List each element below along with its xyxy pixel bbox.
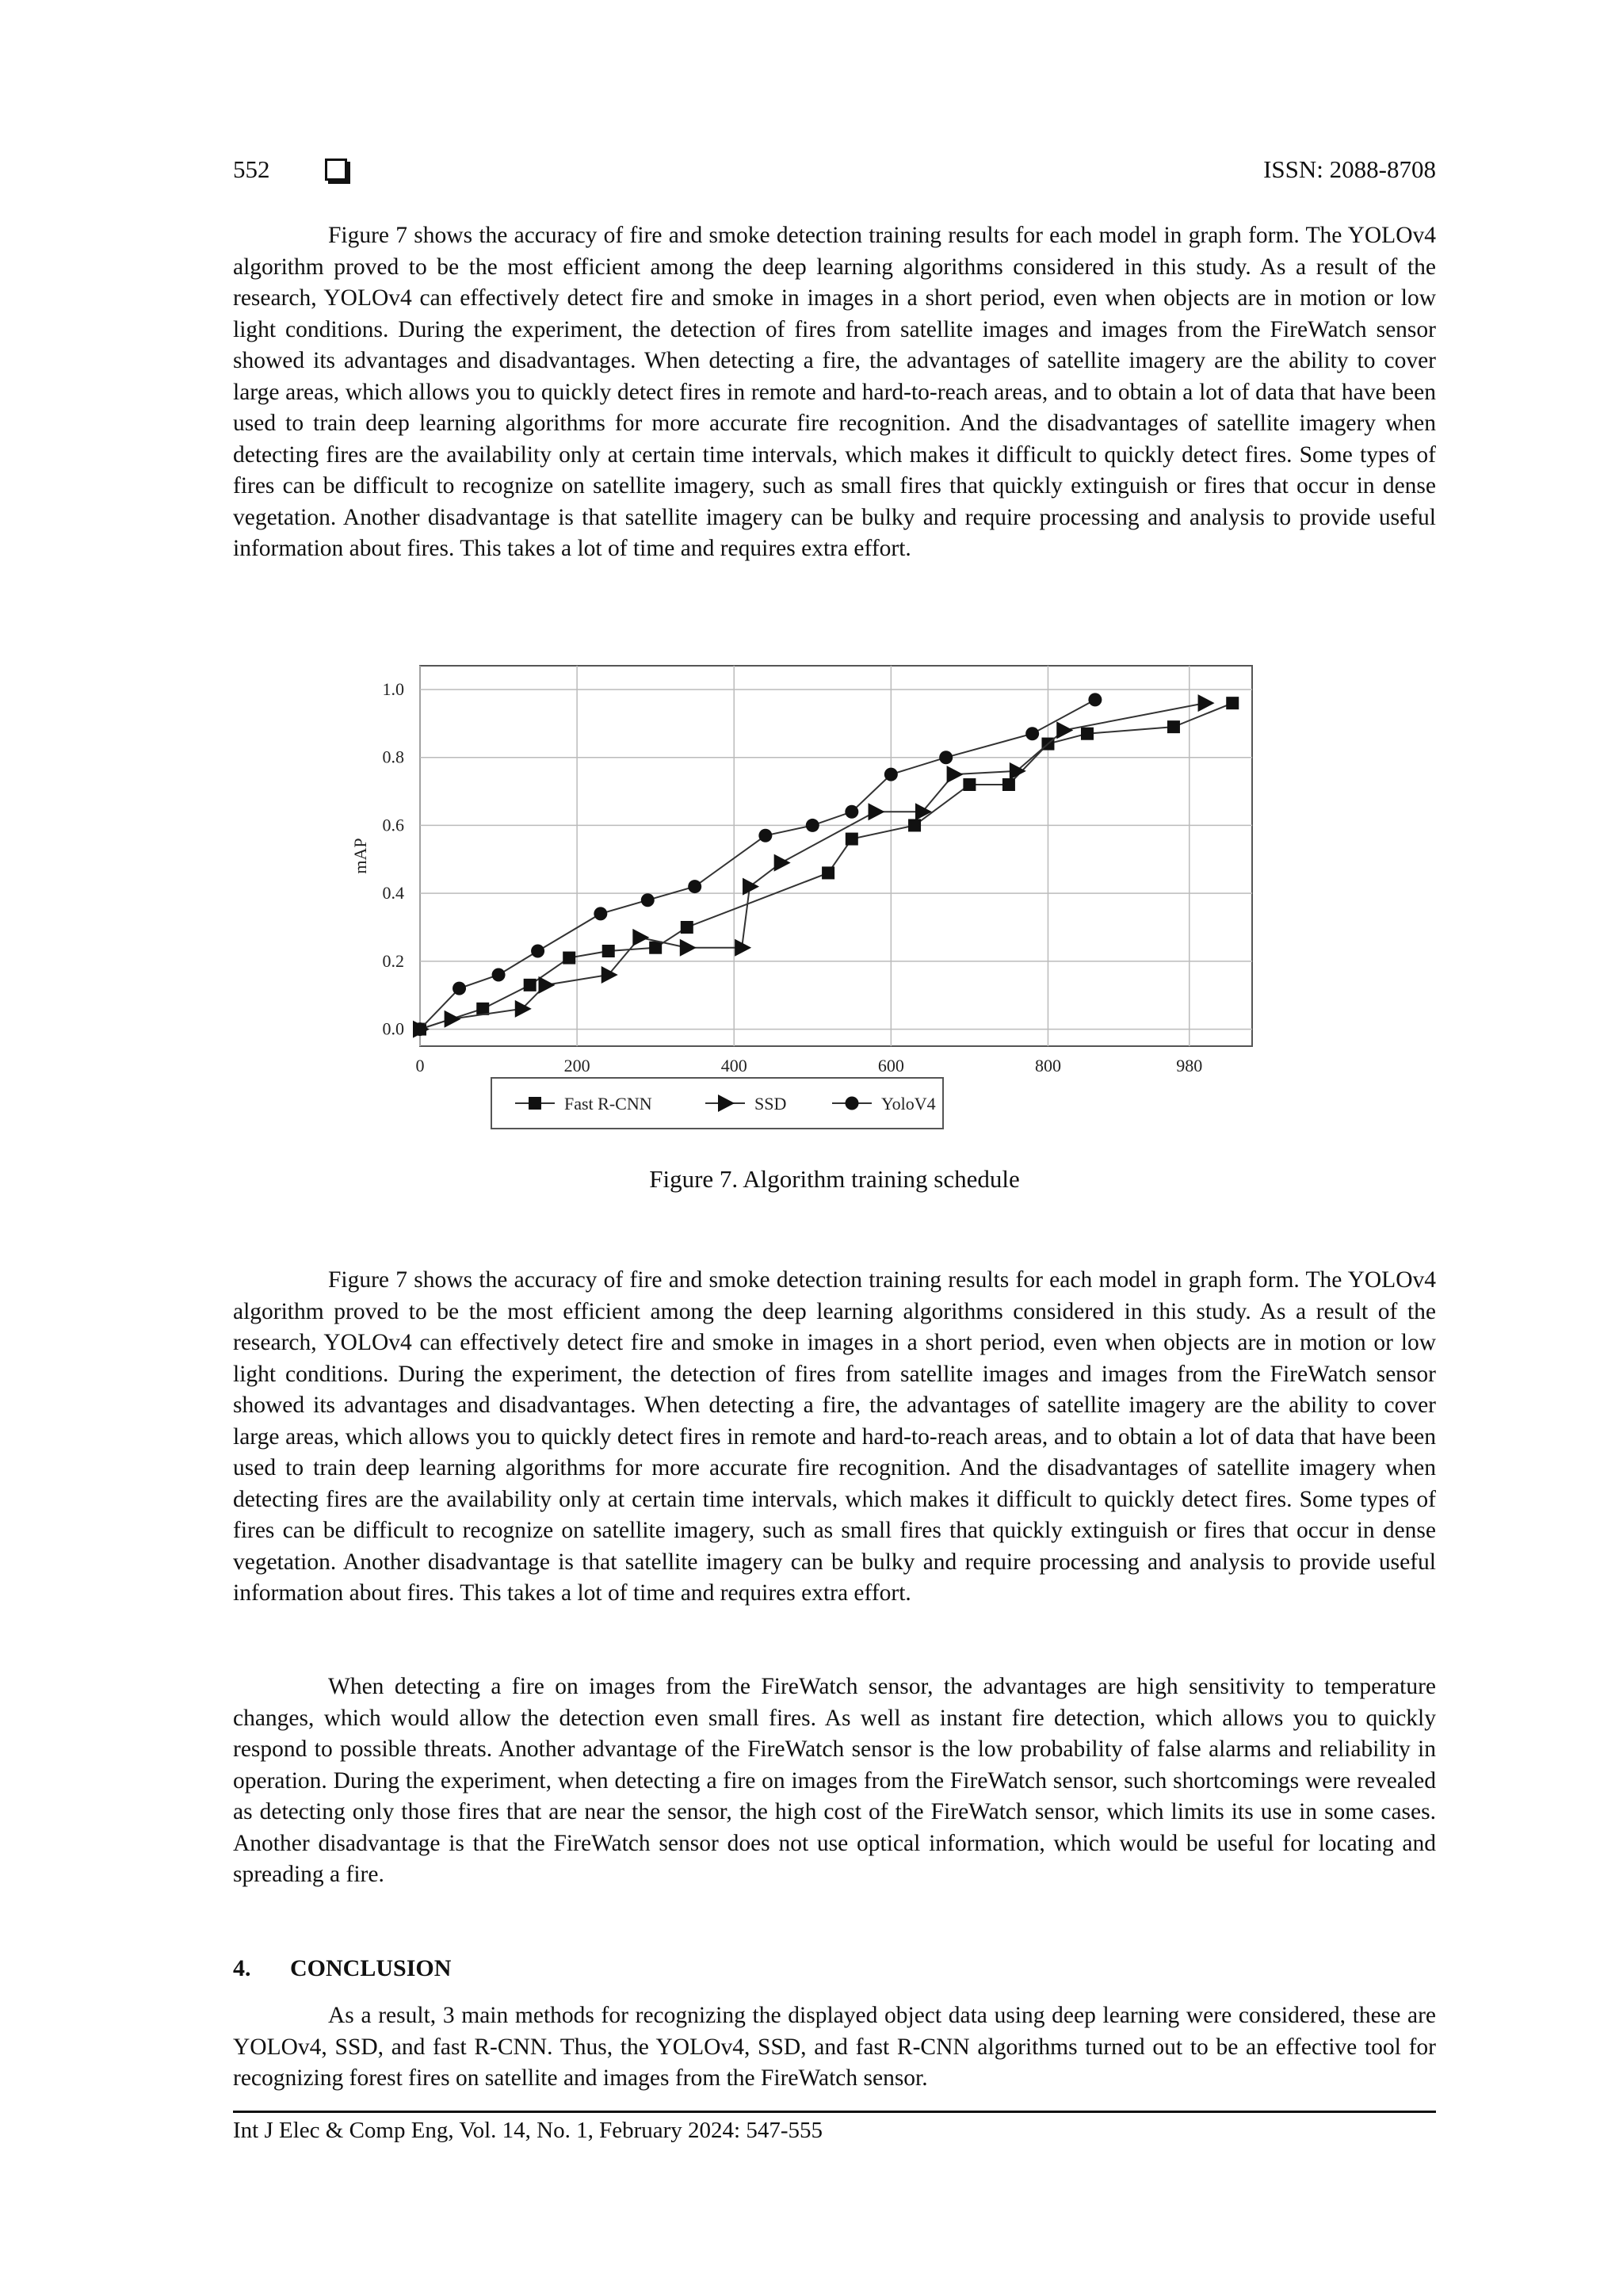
section-number: 4. (233, 1955, 251, 1981)
x-tick-label: 600 (877, 1056, 904, 1075)
data-point-fast-r-cnn (563, 952, 575, 965)
data-point-yolov4 (594, 907, 607, 920)
square-bullet-icon (325, 159, 347, 181)
data-point-yolov4 (492, 968, 506, 982)
page-header (233, 155, 1436, 190)
data-point-yolov4 (939, 751, 953, 764)
body-paragraph-2: Figure 7 shows the accuracy of fire and smoke detection training results for each model in graph form. The YOLOv4 algorithm proved to be the most efficient among the deep learning algorithms considered in this study. As a result of the research, YOLOv4 can effectively detect fire and smoke in images in a short period, even when objects are in motion or low light conditions. During the experiment, the detection of fires from satellite images and images from the FireWatch sensor showed its advantages and disadvantages. When detecting a fire, the advantages of satellite imagery are the ability to cover large areas, which allows you to quickly detect fires in remote and hard-to-reach areas, and to obtain a lot of data that have been used to train deep learning algorithms for more accurate fire recognition. And the disadvantages of satellite imagery when detecting fires are the availability only at certain time intervals, which makes it difficult to quickly detect fires. Some types of fires can be difficult to recognize on satellite imagery, such as small fires that quickly extinguish or fires that occur in dense vegetation. Another disadvantage is that satellite imagery can be bulky and require processing and analysis to provide useful information about fires. This takes a lot of time and requires extra effort. (233, 1267, 1436, 1606)
training-chart (349, 650, 1300, 1141)
x-tick-label: 0 (415, 1056, 425, 1075)
data-point-fast-r-cnn (1002, 778, 1015, 791)
data-point-yolov4 (531, 945, 544, 958)
y-tick-label: 1.0 (382, 679, 404, 699)
issn-label: ISSN: 2088-8708 (1263, 155, 1436, 183)
section-heading (233, 1955, 451, 1982)
data-point-fast-r-cnn (908, 819, 921, 831)
data-point-yolov4 (806, 819, 819, 832)
data-point-yolov4 (758, 829, 772, 842)
y-tick-label: 0.4 (382, 883, 404, 904)
y-tick-label: 0.6 (382, 815, 404, 835)
legend-marker-yolov4 (846, 1097, 859, 1110)
footer-rule (233, 2111, 1436, 2113)
data-point-fast-r-cnn (524, 979, 537, 991)
y-tick-label: 0.0 (382, 1018, 404, 1039)
data-point-fast-r-cnn (822, 866, 834, 879)
data-point-yolov4 (688, 880, 701, 893)
data-point-yolov4 (1025, 727, 1039, 740)
data-point-fast-r-cnn (846, 833, 858, 846)
y-axis-label: mAP (350, 838, 370, 874)
data-point-yolov4 (1088, 693, 1102, 706)
section-title: CONCLUSION (290, 1955, 452, 1981)
figure-caption: Figure 7. Algorithm training schedule (649, 1165, 1020, 1193)
y-tick-label: 0.2 (382, 950, 404, 971)
data-point-yolov4 (414, 1022, 427, 1036)
page-number: 552 (233, 155, 270, 183)
data-point-fast-r-cnn (649, 942, 662, 954)
data-point-fast-r-cnn (1167, 720, 1180, 733)
legend-label-fast-r-cnn: Fast R-CNN (564, 1094, 652, 1114)
data-point-fast-r-cnn (602, 945, 615, 957)
data-point-yolov4 (453, 982, 466, 995)
legend-marker-fast-r-cnn (529, 1097, 541, 1110)
legend-label-ssd: SSD (754, 1094, 787, 1114)
legend-label-yolov4: YoloV4 (881, 1094, 936, 1114)
data-point-fast-r-cnn (1081, 728, 1094, 740)
y-tick-label: 0.8 (382, 747, 404, 767)
x-tick-label: 400 (720, 1056, 747, 1075)
footer-citation: Int J Elec & Comp Eng, Vol. 14, No. 1, February 2024: 547-555 (233, 2118, 823, 2143)
data-point-fast-r-cnn (1226, 697, 1239, 709)
conclusion-paragraph: As a result, 3 main methods for recognizing the displayed object data using deep learning were considered, these are YOLOv4, SSD, and fast R-CNN. Thus, the YOLOv4, SSD, and fast R-CNN algorithms turned out to be an effective tool for recognizing forest fires on satellite and images from the FireWatch sensor. (233, 2003, 1436, 2091)
x-tick-label: 980 (1176, 1056, 1203, 1075)
data-point-yolov4 (641, 893, 655, 907)
data-point-yolov4 (884, 768, 898, 781)
data-point-fast-r-cnn (681, 921, 693, 934)
body-paragraph-1: Figure 7 shows the accuracy of fire and smoke detection training results for each model in graph form. The YOLOv4 algorithm proved to be the most efficient among the deep learning algorithms considered in this study. As a result of the research, YOLOv4 can effectively detect fire and smoke in images in a short period, even when objects are in motion or low light conditions. During the experiment, the detection of fires from satellite images and images from the FireWatch sensor showed its advantages and disadvantages. When detecting a fire, the advantages of satellite imagery are the ability to cover large areas, which allows you to quickly detect fires in remote and hard-to-reach areas, and to obtain a lot of data that have been used to train deep learning algorithms for more accurate fire recognition. And the disadvantages of satellite imagery when detecting fires are the availability only at certain time intervals, which makes it difficult to quickly detect fires. Some types of fires can be difficult to recognize on satellite imagery, such as small fires that quickly extinguish or fires that occur in dense vegetation. Another disadvantage is that satellite imagery can be bulky and require processing and analysis to provide useful information about fires. This takes a lot of time and requires extra effort. (233, 223, 1436, 561)
data-point-yolov4 (845, 805, 858, 819)
body-paragraph-3: When detecting a fire on images from the FireWatch sensor, the advantages are high sensitivity to temperature changes, which would allow the detection even small fires. As well as instant fire detection, which allows you to quickly respond to possible threats. Another advantage of the FireWatch sensor is the low probability of false alarms and reliability in operation. During the experiment, when detecting a fire on images from the FireWatch sensor, such shortcomings were revealed as detecting only those fires that are near the sensor, the high cost of the FireWatch sensor, which limits its use in some cases. Another disadvantage is that the FireWatch sensor does not use optical information, which would be useful for locating and spreading a fire. (233, 1674, 1436, 1887)
x-tick-label: 200 (563, 1056, 590, 1075)
data-point-fast-r-cnn (963, 778, 976, 791)
x-tick-label: 800 (1034, 1056, 1061, 1075)
